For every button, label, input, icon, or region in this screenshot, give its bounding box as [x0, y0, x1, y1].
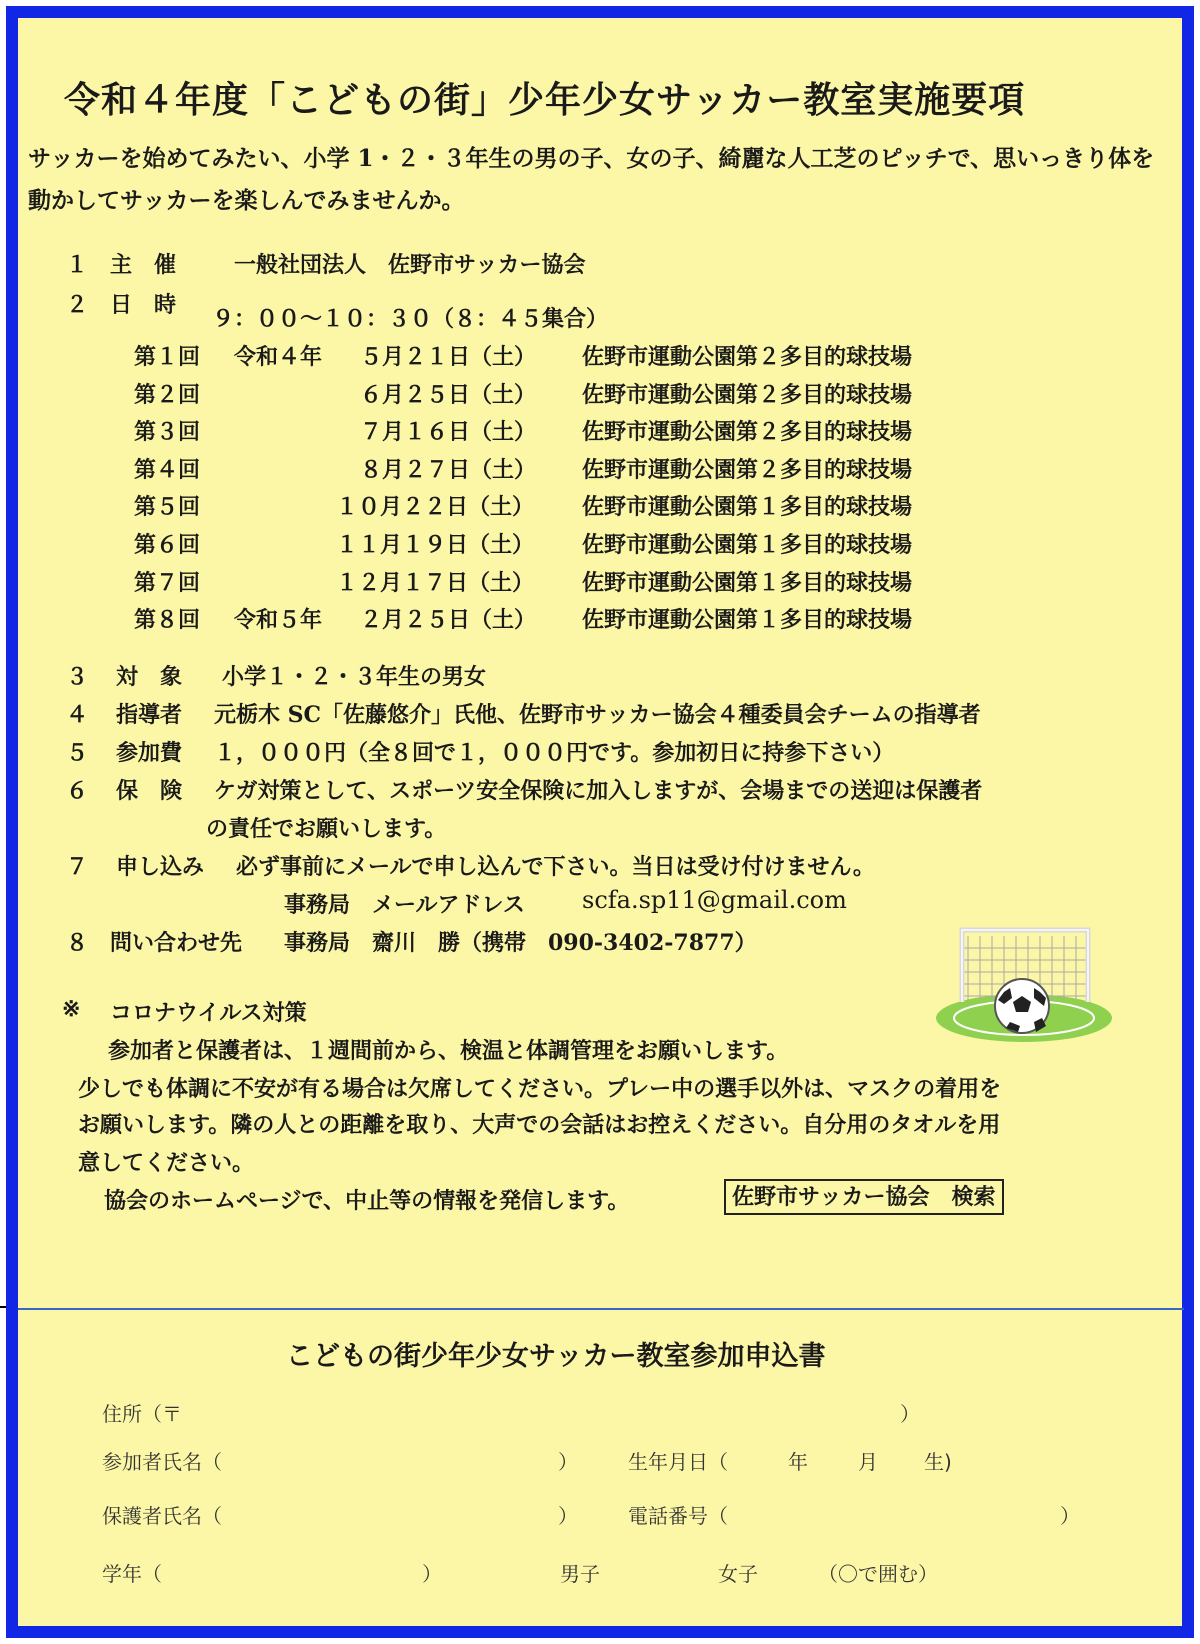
address-close: ）: [900, 1402, 920, 1426]
schedule-date: １０月２２日（土）: [336, 494, 535, 520]
item-label-coach: 指導者: [116, 702, 183, 728]
item-number: ３: [66, 664, 89, 690]
schedule-venue: 佐野市運動公園第１多目的球技場: [582, 532, 913, 558]
schedule-date: ２月２５日（土）: [360, 607, 537, 633]
item-label-apply: 申し込み: [116, 854, 205, 880]
item-number: ４: [66, 702, 89, 728]
phone-close: ）: [1060, 1504, 1080, 1528]
time-value: ９：００～１０：３０（８：４５集合）: [212, 306, 609, 332]
schedule-venue: 佐野市運動公園第２多目的球技場: [582, 382, 913, 408]
schedule-round: 第７回: [134, 570, 201, 596]
item-label-datetime: 日 時: [110, 292, 177, 318]
grade-close: ）: [422, 1562, 442, 1586]
schedule-date: ６月２５日（土）: [360, 382, 537, 408]
schedule-round: 第２回: [134, 382, 201, 408]
form-title: こどもの街少年少女サッカー教室参加申込書: [286, 1341, 826, 1372]
item-number: ７: [66, 854, 89, 880]
intro-text: サッカーを始めてみたい、小学 1・２・３年生の男の子、女の子、綺麗な人工芝のピッチで、思いっきり体を動かしてサッカーを楽しんでみませんか。: [28, 145, 1155, 214]
phone-label: 電話番号（: [628, 1504, 728, 1528]
page-title: 令和４年度「こどもの街」少年少女サッカー教室実施要項: [64, 79, 1026, 121]
schedule-venue: 佐野市運動公園第２多目的球技場: [582, 344, 913, 370]
note-mark: ※: [62, 996, 81, 1022]
target-value: 小学１・２・３年生の男女: [222, 664, 487, 690]
schedule-date: １１月１９日（土）: [336, 532, 535, 558]
item-number: ５: [66, 740, 89, 766]
schedule-year: 令和４年: [234, 344, 323, 370]
boy-option: 男子: [560, 1562, 600, 1586]
schedule-venue: 佐野市運動公園第２多目的球技場: [582, 457, 913, 483]
item-label-contact: 問い合わせ先: [110, 930, 243, 956]
grade-label: 学年（: [102, 1562, 162, 1586]
item-number: １: [66, 252, 89, 278]
schedule-venue: 佐野市運動公園第２多目的球技場: [582, 419, 913, 445]
schedule-round: 第５回: [134, 494, 201, 520]
item-number: ６: [66, 778, 89, 804]
participant-name-close: ）: [558, 1450, 578, 1474]
corona-line: 少しでも体調に不安が有る場合は欠席してください。プレー中の選手以外は、マスクの着用を: [78, 1076, 1002, 1102]
participant-name-label: 参加者氏名（: [102, 1450, 222, 1474]
email-address[interactable]: scfa.sp11@gmail.com: [582, 886, 847, 914]
corona-line: お願いします。隣の人との距離を取り、大声での会話はお控えください。自分用のタオルを用: [78, 1112, 1001, 1138]
item-label-fee: 参加費: [116, 740, 183, 766]
schedule-date: ８月２７日（土）: [360, 457, 537, 483]
schedule-venue: 佐野市運動公園第１多目的球技場: [582, 570, 913, 596]
insurance-value: ケガ対策として、スポーツ安全保険に加入しますが、会場までの送迎は保護者: [214, 778, 983, 804]
corona-line: 参加者と保護者は、１週間前から、検温と体調管理をお願いします。: [108, 1038, 789, 1064]
item-number: ２: [66, 292, 89, 318]
schedule-date: １２月１７日（土）: [336, 570, 535, 596]
fee-value: １，０００円（全８回で１，０００円です。参加初日に持参下さい）: [214, 740, 895, 766]
schedule-round: 第８回: [134, 607, 201, 633]
organizer-value: 一般社団法人 佐野市サッカー協会: [234, 252, 586, 278]
item-label-organizer: 主 催: [110, 252, 177, 278]
schedule-date: ７月１６日（土）: [360, 419, 537, 445]
item-number: ８: [66, 930, 89, 956]
corona-line: 協会のホームページで、中止等の情報を発信します。: [104, 1188, 630, 1214]
birth-end-label: 生): [924, 1450, 952, 1474]
coach-value: 元栃木 SC「佐藤悠介」氏他、佐野市サッカー協会４種委員会チームの指導者: [214, 702, 981, 728]
circle-note: （〇で囲む）: [818, 1562, 938, 1586]
schedule-round: 第４回: [134, 457, 201, 483]
schedule-date: ５月２１日（土）: [360, 344, 537, 370]
insurance-value-cont: の責任でお願いします。: [206, 816, 447, 842]
contact-value: 事務局 齋川 勝（携帯 090-3402-7877）: [284, 930, 757, 956]
cut-mark: [0, 1306, 6, 1308]
item-label-insurance: 保 険: [116, 778, 183, 804]
schedule-round: 第１回: [134, 344, 201, 370]
corona-heading: コロナウイルス対策: [110, 1000, 307, 1026]
guardian-name-close: ）: [558, 1504, 578, 1528]
soccer-goal-ball-illustration: [934, 922, 1114, 1042]
address-label: 住所（〒: [102, 1402, 182, 1426]
flyer-frame: [6, 6, 1194, 1638]
girl-option: 女子: [718, 1562, 758, 1586]
item-label-target: 対 象: [116, 664, 183, 690]
apply-value: 必ず事前にメールで申し込んで下さい。当日は受け付けません。: [236, 854, 875, 880]
schedule-venue: 佐野市運動公園第１多目的球技場: [582, 494, 913, 520]
guardian-name-label: 保護者氏名（: [102, 1504, 222, 1528]
birth-month-label: 月: [858, 1450, 878, 1474]
birthdate-label: 生年月日（: [628, 1450, 728, 1474]
search-box: 佐野市サッカー協会 検索: [724, 1179, 1004, 1215]
cut-line: [18, 1308, 1184, 1310]
schedule-round: 第６回: [134, 532, 201, 558]
corona-line: 意してください。: [78, 1150, 255, 1176]
office-email-label: 事務局 メールアドレス: [284, 892, 525, 918]
schedule-round: 第３回: [134, 419, 201, 445]
birth-year-label: 年: [788, 1450, 808, 1474]
schedule-venue: 佐野市運動公園第１多目的球技場: [582, 607, 913, 633]
schedule-year: 令和５年: [234, 607, 323, 633]
